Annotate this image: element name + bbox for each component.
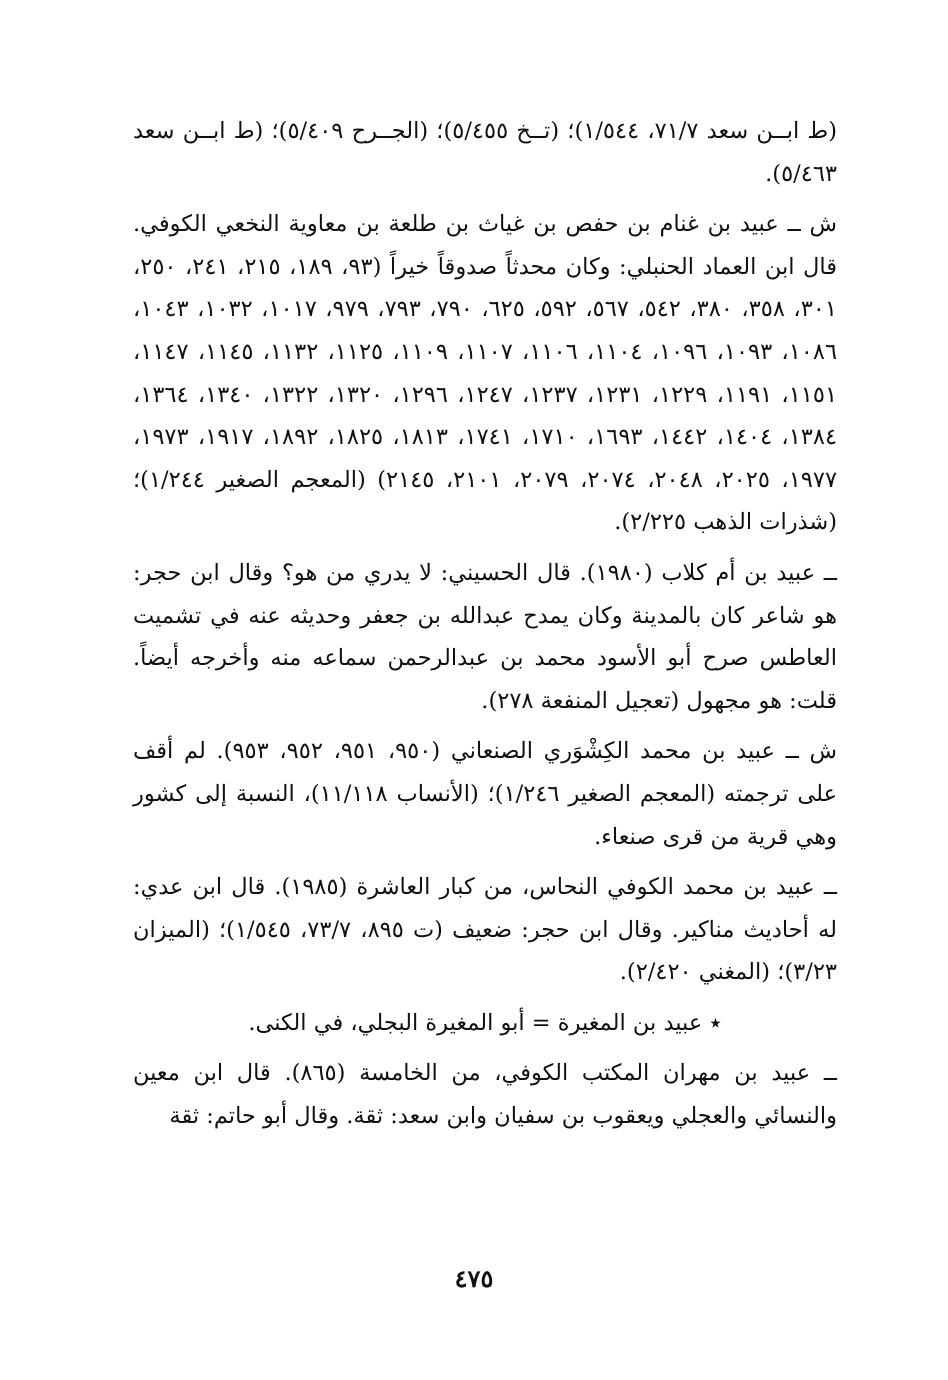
entry-paragraph-4: ش ــ عبيد بن محمد الكِشْوَري الصنعاني (٩٥٠، ٩٥١، ٩٥٢، ٩٥٣). لم أقف على ترجمته (المعجم الصغير ١/٢٤٦)؛ (الأنساب ١١/١١٨)، النسبة إلى كشور وهي قرية من قرى صنعاء. <box>133 738 838 850</box>
entry-paragraph-1: (ط ابــن سعد ٧١/٧، ١/٥٤٤)؛ (تــخ ٥/٤٥٥)؛ (الجــرح ٥/٤٠٩)؛ (ط ابــن سعد ٥/٤٦٣). <box>133 118 837 187</box>
entry-paragraph-2: ش ــ عبيد بن غنام بن حفص بن غياث بن طلعة بن معاوية النخعي الكوفي. قال ابن العماد الحنبلي: وكان محدثاً صدوقاً خيراً (٩٣، ١٨٩، ٢١٥، ٢٤١، ٢٥٠، ٣٠١، ٣٥٨، ٣٨٠، ٥٤٢، ٥٦٧، ٥٩٢، ٦٢٥، ٧٩٠، ٧٩٣، ٩٧٩، ١٠١٧، ١٠٣٢، ١٠٤٣، ١٠٨٦، ١٠٩٣، ١٠٩٦، ١١٠٤، ١١٠٦، ١١٠٧، ١١٠٩، ١١٢٥، ١١٣٢، ١١٤٥، ١١٤٧، ١١٥١، ١١٩١، ١٢٢٩، ١٢٣١، ١٢٣٧، ١٢٤٧، ١٢٩٦، ١٣٢٠، ١٣٢٢، ١٣٤٠، ١٣٦٤، ١٣٨٤، ١٤٠٤، ١٤٤٢، ١٦٩٣، ١٧١٠، ١٧٤١، ١٨١٣، ١٨٢٥، ١٨٩٢، ١٩١٧، ١٩٧٣، ١٩٧٧، ٢٠٢٥، ٢٠٤٨، ٢٠٧٤، ٢٠٧٩، ٢١٠١، ٢١٤٥) (المعجم الصغير ١/٢٤٤)؛ (شذرات الذهب ٢/٢٢٥). <box>133 211 838 536</box>
cross-reference-note: ٭ عبيد بن المغيرة = أبو المغيرة البجلي، في الكنى. <box>248 1009 722 1036</box>
entry-paragraph-5: ــ عبيد بن محمد الكوفي النحاس، من كبار العاشرة (١٩٨٥). قال ابن عدي: له أحاديث مناكير. وقال ابن حجر: ضعيف (ت ٨٩٥، ٧٣/٧، ١/٥٤٥)؛ (الميزان ٣/٢٣)؛ (المغني ٢/٤٢٠). <box>133 874 838 986</box>
page-body <box>133 110 837 1146</box>
entry-paragraph-3: ــ عبيد بن أم كلاب (١٩٨٠). قال الحسيني: لا يدري من هو؟ وقال ابن حجر: هو شاعر كان بالمدينة وكان يمدح عبدالله بن جعفر وحديثه عنه في تشميت العاطس صرح أبو الأسود محمد بن عبدالرحمن سماعه منه وأخرجه أيضاً. قلت: هو مجهول (تعجيل المنفعة ٢٧٨). <box>133 559 837 714</box>
page-number: ٤٧٥ <box>454 1264 494 1293</box>
entry-paragraph-7: ــ عبيد بن مهران المكتب الكوفي، من الخامسة (٨٦٥). قال ابن معين والنسائي والعجلي ويعقوب بن سفيان وابن سعد: ثقة. وقال أبو حاتم: ثقة <box>133 1060 837 1130</box>
